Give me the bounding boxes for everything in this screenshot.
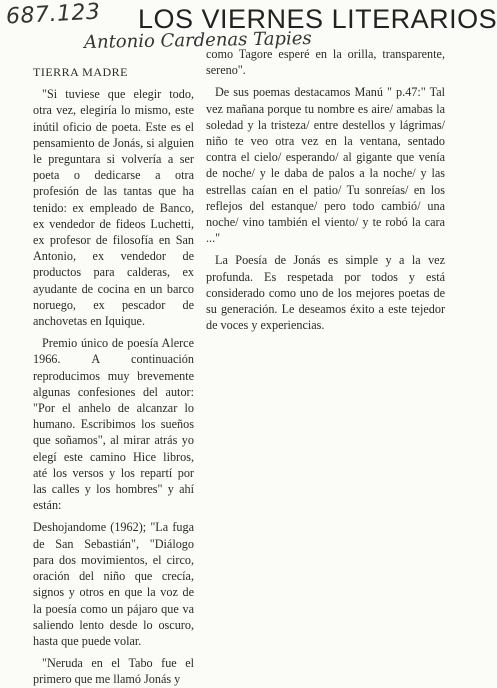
headline: LOS VIERNES LITERARIOS — [138, 4, 497, 34]
paragraph: La Poesía de Jonás es simple y a la vez profunda. Es respetada por todos y está considerado como uno de los mejores poetas de su generación. Le deseamos éxito a este tejedor de voces y experiencias. — [206, 253, 445, 333]
paragraph: Deshojandome (1962); "La fuga de San Sebastián", "Diálogo para dos movimientos, el circo, oración del niño que crecía, signos y otros en que la voz de la poesía como un pájaro que va saliendo lento desde lo oscuro, hasta que puede volar. — [33, 520, 194, 648]
paragraph: "Neruda en el Tabo fue el primero que me llamó Jonás y — [33, 656, 194, 687]
paragraph: como Tagore esperé en la orilla, transparente, sereno". — [206, 47, 445, 78]
handwritten-author-name: Antonio Cardenas Tapies — [83, 28, 312, 53]
article-column-right — [206, 46, 445, 333]
article-subtitle: TIERRA MADRE — [33, 65, 129, 79]
handwritten-catalog-number: 687.123 — [5, 0, 102, 30]
paragraph: Premio único de poesía Alerce 1966. A continuación reproducimos muy brevemente algunas confesiones del autor: "Por el anhelo de alcanzar lo humano. Escribimos los sueños que soñamos", al mirar atrás yo elegí este camino Hice libros, até los versos y los repartí por las calles y los hombres" y ahí están: — [33, 336, 194, 513]
paragraph: De sus poemas destacamos Manú " p.47:" Tal vez mañana porque tu nombre es aire/ amabas la soledad y la tristeza/ entre destellos y lágrimas/ niño te veo otra vez en la ventana, sentado contra el cielo/ esperando/ al gigante que venía de noche/ y le daba de palos a la noche/ y las estrellas caían en el patio/ Tu sonreías/ en los reflejos del estanque/ pero todo cambió/ una noche/ vino también el viento/ y te robó la cara ..." — [206, 85, 445, 246]
paragraph: "Si tuviese que elegir todo, otra vez, elegiría lo mismo, este inútil oficio de poeta. Este es el pensamiento de Jonás, si alguien le preguntara si volvería a ser poeta o dedicarse a otra profesión de las tantas que ha tenido: ex empleado de Banco, ex vendedor de fideos Luchetti, ex profesor de filosofía en San Antonio, ex vendedor de productos para calderas, ex ayudante de cocina en un barco noruego, ex pescador de anchovetas en Iquique. — [33, 87, 194, 329]
article-column-left — [33, 64, 194, 688]
